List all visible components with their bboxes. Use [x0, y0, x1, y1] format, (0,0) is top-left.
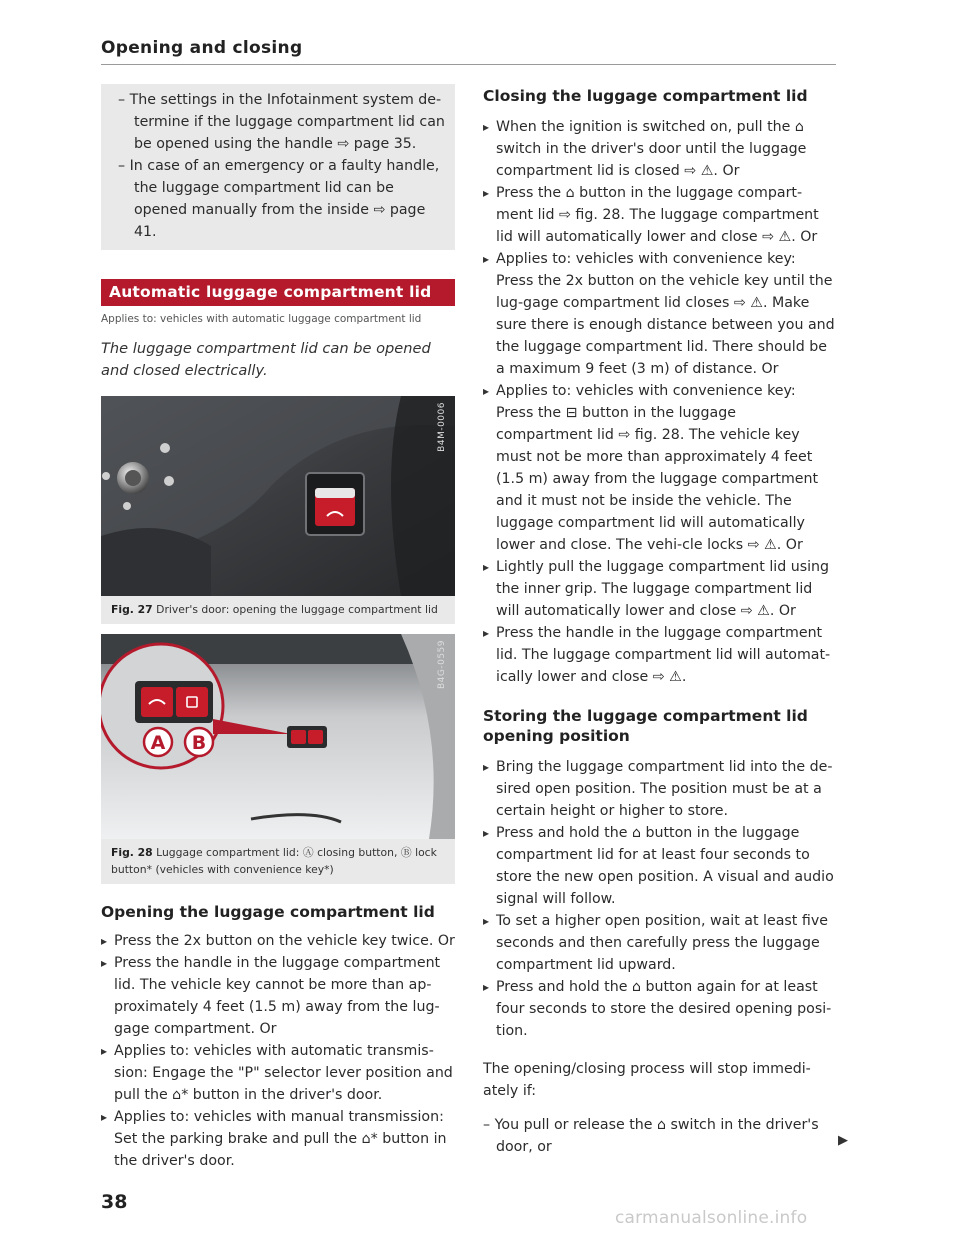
stop-item: – You pull or release the ⌂ switch in the driver's door, or: [483, 1117, 819, 1155]
figure-27-caption: [101, 596, 455, 624]
figure-28-code: B4G-0559: [437, 640, 447, 690]
list-item: ▸ Bring the luggage compartment lid into the de-sired open position. The position must be at a certain height or higher to store.: [483, 756, 836, 822]
page-number: 38: [101, 1191, 128, 1213]
list-item: ▸ When the ignition is switched on, pull the ⌂ switch in the driver's door until the luggage compartment lid is closed ⇨ ⚠. Or: [483, 116, 836, 182]
right-column: [483, 84, 836, 1158]
list-item: ▸ Applies to: vehicles with automatic transmis-sion: Engage the "P" selector lever position and pull the ⌂* button in the driver's door.: [101, 1040, 455, 1106]
note-item: – The settings in the Infotainment system de-termine if the luggage compartment lid can be opened using the handle ⇨ page 35.: [118, 92, 445, 152]
list-item: ▸ Press the ⌂ button in the luggage compart-ment lid ⇨ fig. 28. The luggage compartment lid will automatically lower and close ⇨ ⚠. Or: [483, 182, 836, 248]
figure-27-caption-text: Driver's door: opening the luggage compartment lid: [156, 603, 438, 616]
applies-to-text: Applies to: vehicles with automatic luggage compartment lid: [101, 313, 422, 325]
note-item: – In case of an emergency or a faulty handle, the luggage compartment lid can be opened manually from the inside ⇨ page 41.: [118, 158, 440, 240]
watermark: carmanualsonline.info: [615, 1208, 808, 1228]
intro-text: The luggage compartment lid can be opened and closed electrically.: [101, 340, 431, 379]
list-item: ▸ Press the 2x button on the vehicle key twice. Or: [101, 930, 455, 952]
list-item: ▸ Press and hold the ⌂ button again for at least four seconds to store the desired opening posi-tion.: [483, 976, 836, 1042]
closing-steps: [483, 116, 836, 688]
storing-steps: [483, 756, 836, 1042]
stop-paragraph: The opening/closing process will stop immedi-ately if:: [483, 1061, 811, 1099]
left-column: [101, 84, 455, 1172]
list-item: ▸ Applies to: vehicles with convenience key: Press the 2x button on the vehicle key until the lug-gage compartment lid closes ⇨ ⚠. Make sure there is enough distance between you and the luggage compartment lid. There should be a maximum 9 feet (3 m) of distance. Or: [483, 248, 836, 380]
storing-heading: Storing the luggage compartment lid opening position: [483, 707, 808, 745]
list-item: ▸ Press the handle in the luggage compartment lid. The vehicle key cannot be more than ap-proximately 4 feet (1.5 m) away from the lug-gage compartment. Or: [101, 952, 455, 1040]
continue-arrow-icon: ▶: [838, 1133, 848, 1148]
list-item: ▸ Applies to: vehicles with convenience key: Press the ⊟ button in the luggage compartment lid ⇨ fig. 28. The vehicle key must not be more than approximately 4 feet (1.5 m) away from the luggage compartment and it must not be inside the vehicle. The luggage compartment lid will automatically lower and close. The vehi-cle locks ⇨ ⚠. Or: [483, 380, 836, 556]
figure-27-label: Fig. 27: [111, 603, 153, 616]
figure-27-code: B4M-0006: [437, 402, 447, 452]
list-item: ▸ Applies to: vehicles with manual transmission: Set the parking brake and pull the ⌂* button in the driver's door.: [101, 1106, 455, 1172]
figure-28-image: [101, 634, 455, 839]
figure-28-label: Fig. 28: [111, 846, 153, 859]
figure-27: [101, 396, 455, 624]
opening-heading: Opening the luggage compartment lid: [101, 903, 435, 921]
list-item: ▸ Lightly pull the luggage compartment lid using the inner grip. The luggage compartment lid will automatically lower and close ⇨ ⚠. Or: [483, 556, 836, 622]
closing-heading: Closing the luggage compartment lid: [483, 87, 808, 105]
section-title-bar: Automatic luggage compartment lid: [101, 279, 455, 306]
opening-steps: [101, 930, 455, 1172]
figure-28-caption-text: Luggage compartment lid: Ⓐ closing button, Ⓑ lock button* (vehicles with convenience key*): [111, 846, 437, 876]
figure-27-image: [101, 396, 455, 596]
marker-a-label: A: [150, 732, 166, 754]
note-box: [101, 84, 455, 250]
page-header-title: Opening and closing: [101, 38, 303, 58]
list-item: ▸ Press and hold the ⌂ button in the luggage compartment lid for at least four seconds to store the new open position. A visual and audio signal will follow.: [483, 822, 836, 910]
figure-28-caption: [101, 839, 455, 884]
marker-b-label: B: [191, 732, 207, 754]
header-divider: [101, 64, 836, 65]
list-item: ▸ Press the handle in the luggage compartment lid. The luggage compartment lid will automat-ically lower and close ⇨ ⚠.: [483, 622, 836, 688]
figure-28: [101, 634, 455, 884]
list-item: ▸ To set a higher open position, wait at least five seconds and then carefully press the luggage compartment lid upward.: [483, 910, 836, 976]
